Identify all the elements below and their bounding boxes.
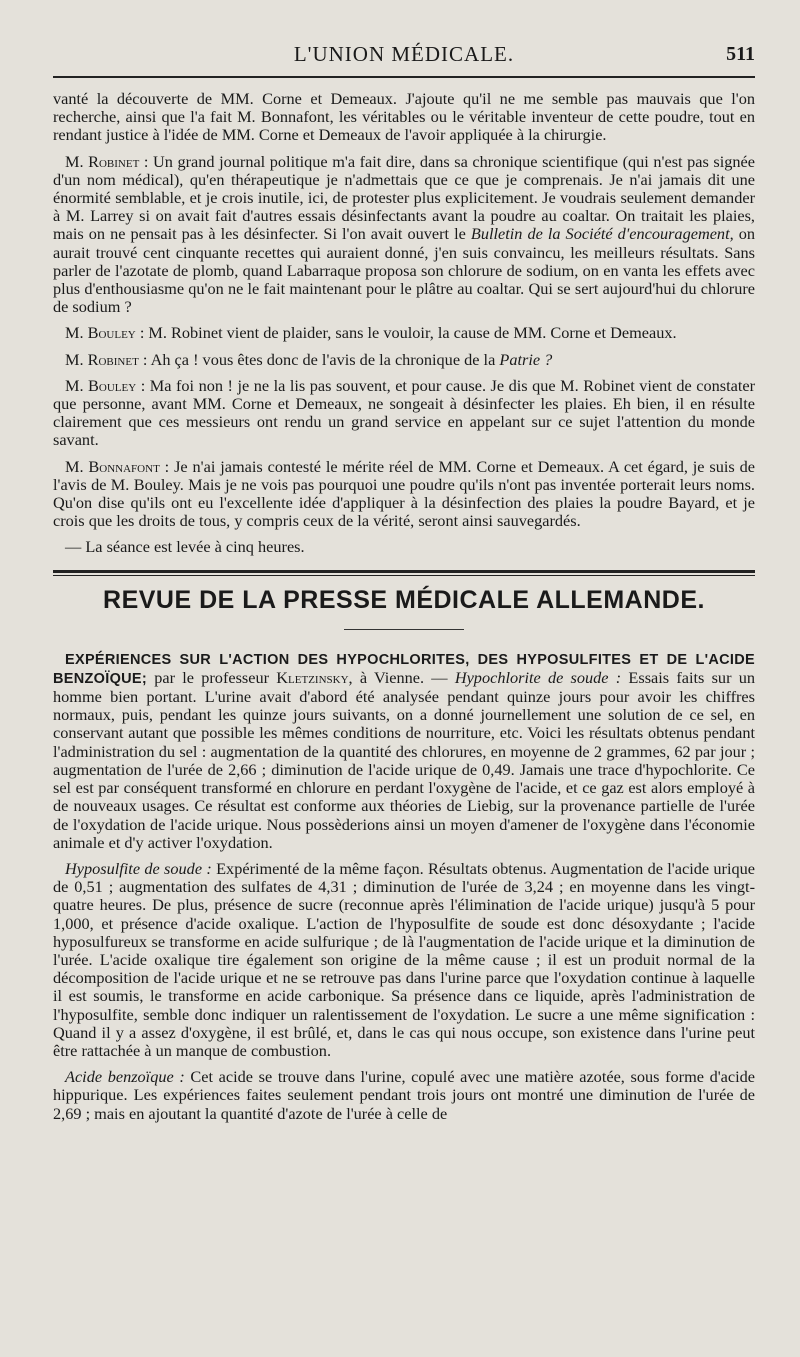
running-title: L'UNION MÉDICALE. [293,42,515,66]
paragraph-text: : Je n'ai jamais contesté le mérite réel de MM. Corne et Demeaux. A cet égard, je suis de l'avis de M. Bouley. Mais je ne vois pas pourquoi une poudre qu'ils n'ont pas inventée porterait leurs noms. Qu'on dise qu'ils ont eu l'excellente idée d'appliquer à la désinfection des plaies la poudre Bayard, et je crois que les droits de tous, y compris ceux de la vérité, seront ainsi sauvegardés. [53,456,755,531]
subheading: Hyposulfite de soude : [65,858,212,878]
article-heading: EXPÉRIENCES SUR L'ACTION DES HYPOCHLORITES, DES HYPOSULFITES ET DE L'ACIDE BENZOÏQUE; [53,651,755,687]
paragraph-continuation: vanté la découverte de MM. Corne et Demeaux. J'ajoute qu'il ne me semble pas mauvais que l'on recherche, ainsi que l'a fait M. Bonnafont, les véritables ou le véritable inventeur de cette poudre, tout en rendant justice à l'idée de MM. Corne et Demeaux de l'avoir appliquée à la chirurgie. [53,89,755,145]
paragraph-text: , à Vienne. — [348,667,455,687]
header-rule [53,76,755,78]
paragraph-text: : Ma foi non ! je ne la lis pas souvent, et pour cause. Je dis que M. Robinet vient de constater que personne, avant MM. Corne et Demeaux, ne songeait à désinfecter les plaies. Eh bien, il en résulte clairement que ces messieurs ont rendu un grand service en appelant sur ce sujet l'attention du monde savant. [53,375,755,450]
paragraph-text: Cet acide se trouve dans l'urine, copulé avec une matière azotée, sous forme d'acide hippurique. Les expériences faites seulement pendant trois jours ont montré une diminution de l'urée de 2,69 ; mais en ajoutant la quantité d'azote de l'urée à celle de [53,1067,756,1123]
paragraph-text: : Ah ça ! vous êtes donc de l'avis de la chronique de la [138,349,500,369]
page-number: 511 [726,43,755,65]
section-title: REVUE DE LA PRESSE MÉDICALE ALLEMANDE. [103,585,705,614]
article-paragraph-hyposulfite [53,860,755,1060]
paragraph-robinet [53,153,755,317]
speaker-name: M. Robinet [65,349,139,369]
speaker-name: M. Bonnafont [65,456,160,476]
paragraph-text: par le professeur [147,667,277,687]
session-closing: — La séance est levée à cinq heures. [65,537,305,557]
article-paragraph-hypochlorite [53,650,755,852]
author-name: Kletzinsky [276,667,349,687]
paragraph-text: Essais faits sur un homme bien portant. L'urine avait d'abord été analysée pendant quinze jours pour avoir les chiffres normaux, puis, pendant les quinze jours suivants, on a donné journellement une solution de ce sel, en conservant autant que possible les mêmes conditions de nourriture, etc. Voici les résultats obtenus pendant l'administration du sel : augmentation de la quantité des chlorures, en moyenne de 2 grammes, 62 par jour ; augmentation de l'urée de 2,66 ; diminution de l'acide urique de 0,49. Jamais une trace d'hypochlorite. Ce sel est par conséquent transformé en chlorure en perdant l'oxygène de l'acide, et ce gaz est alors employé à de nouveaux usages. Ce résultat est conforme aux théories de Liebig, sur la provenance partielle de l'urée de l'oxydation de l'acide urique. Nous possèderions ainsi un moyen d'amener de l'oxygène dans l'économie animale et d'y activer l'oxydation. [53,667,755,852]
publication-title: Patrie ? [499,349,553,369]
title-rule [344,629,464,630]
paragraph-bonnafont [53,458,755,531]
paragraph-robinet-reply [53,351,755,369]
subheading: Hypochlorite de soude : [454,667,622,687]
paragraph-text: : M. Robinet vient de plaider, sans le vouloir, la cause de MM. Corne et Demeaux. [135,323,677,343]
page-header [53,0,755,76]
paragraph-bouley [53,324,755,342]
section-divider [53,570,755,576]
paragraph-text: : Un grand journal politique m'a fait dire, dans sa chronique scientifique (qui n'est pas signée d'un nom médical), qu'en thérapeutique je n'admettais que ce que je comprenais. Je n'ai jamais dit une énormité semblable, et je crois inutile, ici, de protester plus explicitement. Je voudrais seulement demander à M. Larrey si on avait fait d'autres essais désinfectants avant la poudre au coaltar. On traitait les plaies, mais on ne pensait pas à les désinfecter. Si l'on avait ouvert le [53,151,755,244]
paragraph-text: Expérimenté de la même façon. Résultats obtenus. Augmentation de l'acide urique de 0,51 ; augmentation des sulfates de 4,31 ; diminution de l'urée de 3,24 ; en moyenne dans les vingt-quatre heures. De plus, présence de sucre (reconnue après l'élimination de l'acide urique) jusqu'à 5 pour 1,000, et présence d'acide oxalique. L'action de l'hyposulfite de soude est donc désoxydante ; l'acide hyposulfureux se transforme en acide sulfurique ; de là l'augmentation de l'acide urique et la diminution de l'urée. L'acide oxalique tire également son origine de la même cause ; il est un produit normal de la décomposition de l'acide urique et ne se retrouve pas dans l'urine parce que l'oxydation continue à laquelle il est soumis, le transforme en acide carbonique. Sa présence dans ce liquide, après l'administration de l'hyposulfite, semble donc indiquer un ralentissement de l'oxydation. Le sucre a une même signification : Quand il y a assez d'oxygène, il est brûlé, et, dans le cas qui nous occupe, son existence dans l'urine peut être rattachée à un manque de combustion. [53,858,755,1060]
paragraph-text: on aurait trouvé cent cinquante recettes qui auraient donné, j'en suis convaincu, les meilleurs résultats. Sans parler de l'azotate de plomb, quand Labarraque proposa son chlorure de sodium, on en vanta les effets avec plus d'enthousiasme qu'on ne le fait maintenant pour le plâtre au coaltar. Qui se sert aujourd'hui du chlorure de sodium ? [53,224,755,317]
article-section [53,650,755,1123]
speaker-name: M. Bouley [65,323,136,343]
publication-title: Bulletin de la Société d'encouragement, [470,224,734,244]
discussion-section [53,90,755,557]
speaker-name: M. Bouley [65,375,137,395]
paragraph-bouley-reply [53,377,755,450]
subheading: Acide benzoïque : [65,1067,185,1087]
speaker-name: M. Robinet [65,151,140,171]
article-paragraph-benzoic [53,1068,755,1123]
